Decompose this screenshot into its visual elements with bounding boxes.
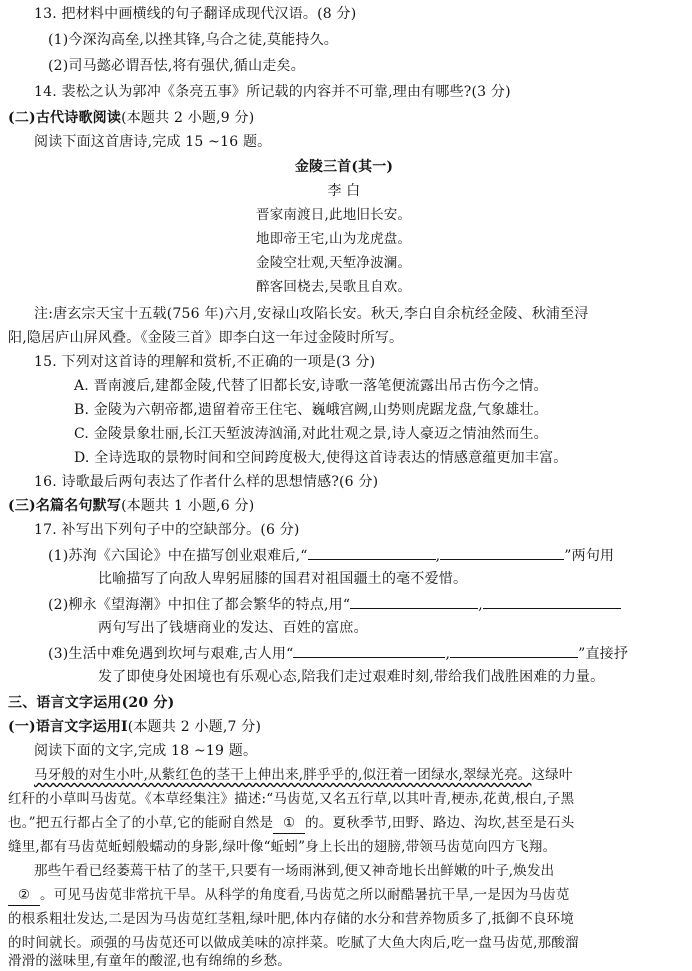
passage-text: 这绿叶 — [531, 767, 573, 783]
poem-note-line-1: 注:唐玄宗天宝十五载(756 年)六月,安禄山攻陷长安。秋天,李白自余杭经金陵、秋浦至浔 — [34, 306, 589, 322]
q17-item-1 — [48, 545, 614, 566]
answer-blank[interactable] — [483, 594, 621, 609]
q17-item-1-text: (1)苏洵《六国论》中在描写创业艰难后,“ — [48, 548, 308, 564]
q17-item-3-cont: 发了即使身处困境也有乐观心态,陪我们走过艰难时刻,带给我们战胜困难的力量。 — [98, 669, 605, 685]
poem-title: 金陵三首(其一) — [294, 159, 394, 175]
wavy-underlined-sentence: 马牙般的对生小叶,从紫红色的茎干上伸出来,胖乎乎的,似汪着一团绿水,翠绿光亮。 — [34, 767, 532, 783]
section-heading-title: (三)名篇名句默写 — [8, 498, 122, 514]
section-heading — [8, 108, 254, 128]
answer-blank[interactable] — [440, 545, 564, 560]
q13-sentence-1: (1)今深沟高垒,以挫其锋,乌合之徒,莫能持久。 — [48, 32, 338, 48]
part-3-sub-heading — [8, 717, 261, 737]
answer-blank[interactable] — [350, 594, 478, 609]
section-heading-note: (本题共 2 小题,9 分) — [121, 110, 255, 126]
q15-stem: 15. 下列对这首诗的理解和赏析,不正确的一项是(3 分) — [34, 354, 376, 370]
poem-line: 地即帝王宅,山为龙虎盘。 — [256, 231, 412, 247]
section-heading-title: (二)古代诗歌阅读 — [8, 110, 122, 126]
answer-blank[interactable] — [308, 545, 436, 560]
passage-text: 也。”把五行都占全了的小草,它的能耐自然是 — [8, 815, 274, 831]
passage-line: 的时间就长。顽强的马齿苋还可以做成美味的凉拌菜。吃腻了大鱼大肉后,吃一盘马齿苋,那酸溜 — [8, 935, 579, 951]
passage-line: 缝里,都有马齿苋蚯蚓般蠕动的身影,绿叶像“蚯蚓”身上长出的翅膀,带领马齿苋向四方飞翔。 — [8, 839, 557, 855]
section-recitation-heading — [8, 496, 254, 516]
q15-option-d: D. 全诗选取的景物时间和空间跨度极大,使得这首诗表达的情感意蕴更加丰富。 — [74, 450, 568, 466]
passage-line — [8, 885, 570, 906]
poem-line: 晋家南渡日,此地旧长安。 — [256, 207, 412, 223]
sub-heading-title: (一)语言文字运用Ⅰ — [8, 719, 128, 735]
q17-item-2 — [48, 594, 621, 615]
q17-item-1-cont: 比喻描写了向敌人卑躬屈膝的国君对祖国疆土的毫不爱惜。 — [98, 571, 468, 587]
passage-line: 的根系粗壮发达,二是因为马齿苋红茎粗,绿叶肥,体内存储的水分和营养物质多了,抵御不良环境 — [8, 911, 574, 927]
q15-option-a: A. 晋南渡后,建都金陵,代替了旧都长安,诗歌一落笔便流露出吊古伤今之情。 — [74, 378, 548, 394]
q17-item-2-text: (2)柳永《望海潮》中扣住了都会繁华的特点,用“ — [48, 597, 351, 613]
q15-option-b: B. 金陵为六朝帝都,遗留着帝王住宅、巍峨宫阙,山势则虎踞龙盘,气象雄壮。 — [74, 402, 548, 418]
q17-item-1-tail: ”两句用 — [564, 548, 615, 564]
answer-blank[interactable] — [293, 643, 445, 658]
q13-sentence-2: (2)司马懿必谓吾怯,将有强伏,循山走矣。 — [48, 58, 305, 74]
question-16: 16. 诗歌最后两句表达了作者什么样的思想情感?(6 分) — [34, 474, 379, 490]
passage-text: 。可见马齿苋非常抗干旱。从科学的角度看,马齿苋之所以耐酷暑抗干旱,一是因为马齿苋 — [40, 887, 570, 903]
passage-line — [34, 765, 573, 785]
q13-stem: 13. 把材料中画横线的句子翻译成现代汉语。(8 分) — [34, 6, 357, 22]
passage-line: 那些午看已经萎蔫干枯了的茎干,只要有一场雨淋到,便又神奇地长出鲜嫩的叶子,焕发出 — [34, 863, 555, 879]
poem-line: 金陵空壮观,天堑净波澜。 — [256, 255, 412, 271]
separator: , — [478, 597, 483, 613]
passage-line: 红秆的小草叫马齿苋。《本草经集注》描述:“马齿苋,又名五行草,以其叶青,梗赤,花黄,根白,子黑 — [8, 791, 575, 807]
q15-option-c: C. 金陵景象壮丽,长江天堑波涛汹涌,对此壮观之景,诗人豪迈之情油然而生。 — [74, 426, 548, 442]
q17-stem: 17. 补写出下列句子中的空缺部分。(6 分) — [34, 522, 300, 538]
q17-item-2-cont: 两句写出了钱塘商业的发达、百姓的富庶。 — [98, 620, 368, 636]
poem-line: 醉客回桡去,吴歌且自欢。 — [256, 279, 412, 295]
passage-line — [8, 813, 574, 834]
separator: , — [445, 646, 451, 662]
section-intro: 阅读下面这首唐诗,完成 15 ~16 题。 — [34, 134, 272, 150]
q17-item-3-text: (3)生活中难免遇到坎坷与艰难,古人用“ — [48, 646, 294, 662]
poem-note-line-2: 阳,隐居庐山屏风叠。《金陵三首》即李白这一年过金陵时所写。 — [8, 330, 404, 346]
section-heading-note: (本题共 1 小题,6 分) — [121, 498, 255, 514]
blank-marker-2[interactable]: ② — [8, 885, 40, 906]
q17-item-3 — [48, 643, 628, 664]
question-14: 14. 裴松之认为郭冲《条亮五事》所记载的内容并不可靠,理由有哪些?(3 分) — [34, 84, 511, 100]
passage-line: 滑滑的滋味里,有童年的酸涩,也有绵绵的乡愁。 — [8, 953, 291, 969]
poem-author: 李 白 — [327, 183, 361, 199]
answer-blank[interactable] — [450, 643, 578, 658]
blank-marker-1[interactable]: ① — [273, 813, 305, 834]
sub-heading-note: (本题共 2 小题,7 分) — [127, 719, 262, 735]
q17-item-3-tail: ”直接抒 — [578, 646, 629, 662]
passage-intro: 阅读下面的文字,完成 18 ~19 题。 — [34, 743, 258, 759]
part-3-heading: 三、语言文字运用(20 分) — [8, 695, 175, 711]
passage-text: 的。夏秋季节,田野、路边、沟坎,甚至是石头 — [305, 815, 575, 831]
separator: , — [435, 548, 441, 564]
